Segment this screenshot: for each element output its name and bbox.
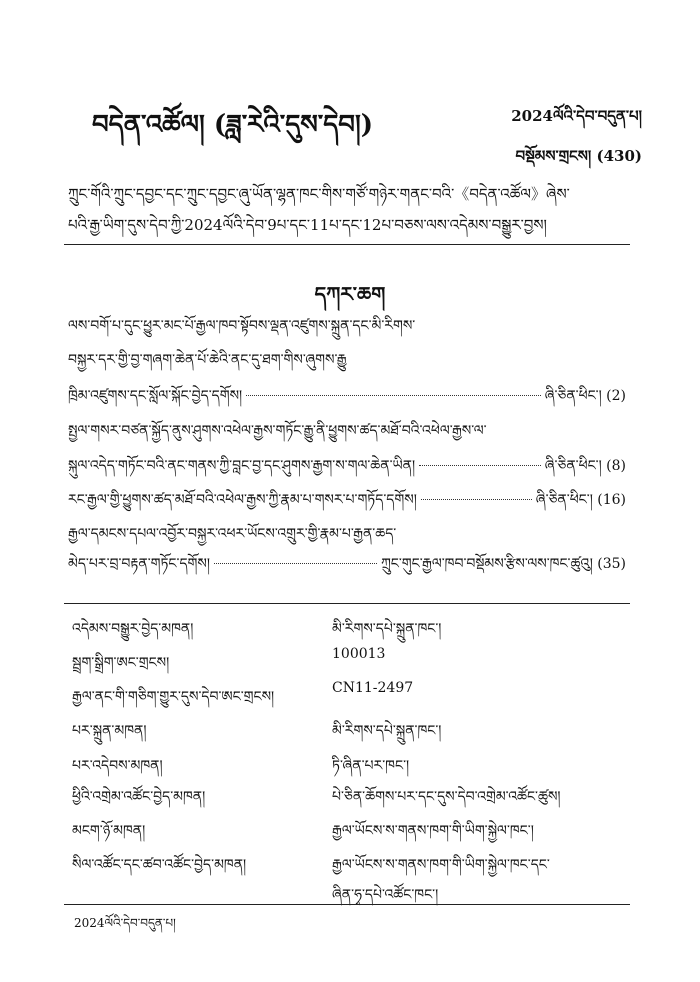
toc-item-2-line-2: སྐུལ་འདེད་གཏོང་བའི་ནང་གནས་ཀྱི་བླང་བྱ་དང་ཤུགས་རྒྱག་ས་གལ་ཆེན་ཡིན། xyxy=(68,458,416,474)
toc-leader-dots xyxy=(419,465,541,466)
toc-title: དཀར་ཆག xyxy=(314,282,386,306)
issue-count: བསྡོམས་གྲངས། (430) xyxy=(515,147,642,165)
info-label: འདེམས་བསྒྱུར་བྱེད་མཁན། xyxy=(72,621,194,637)
toc-item-1-line-1: ལས་བགོ་པ་དུང་ཕྱུར་མང་པོ་རྒྱལ་ཁབ་སྟོབས་ལྡན་འཛུགས་སྐྲུན་དང་མི་རིགས་ xyxy=(68,318,416,334)
intro-line-2: པའི་རྒྱ་ཡིག་དུས་དེབ་ཀྱི་2024ལོའི་དེབ་9པ་དང་11པ་དང་12པ་བཅས་ལས་འདེམས་བསྒྱུར་བྱས། xyxy=(68,216,547,234)
intro-line-1: ཀྲུང་གོའི་ཀྲུང་དབྱང་དང་ཀྲུང་དབྱང་ཞུ་ཡོན་ལྷན་ཁང་གིས་གཙོ་གཉེར་གནང་བའི་《བདེན་འཚོལ》ཞེས་ xyxy=(68,185,570,203)
toc-leader-dots xyxy=(421,499,532,500)
info-value: རྒྱལ་ཡོངས་ས་གནས་ཁག་གི་ཡིག་སྐྱེལ་ཁང་། xyxy=(332,823,534,839)
toc-item-1-line-3: ཁྲིམ་འཛུགས་དང་སློལ་སྐོང་བྱེད་དགོས། xyxy=(68,388,243,404)
info-label: སྦྲག་སྒྲིག་ཨང་གྲངས། xyxy=(72,655,170,671)
toc-leader-dots xyxy=(214,563,377,564)
info-label: སིལ་འཚོང་དང་ཚབ་འཚོང་བྱེད་མཁན། xyxy=(72,857,247,873)
divider xyxy=(64,603,630,604)
info-value: མི་རིགས་དཔེ་སྐྲུན་ཁང་། xyxy=(332,723,442,739)
toc-item-4-page: ཀྲུང་གུང་རྒྱལ་ཁབ་བསྡོམས་རྩིས་ལས་ཁང་ཚུའུ། (35) xyxy=(380,556,626,572)
info-value: པེ་ཅིན་ཆོགས་པར་དང་དུས་དེབ་འགྲེམ་འཚོང་ཚུས། xyxy=(332,789,561,805)
issue-label: 2024ལོའི་དེབ་བདུན་པ། xyxy=(511,107,642,125)
info-value-continued: ཞིན་ཧྭ་དཔེ་འཚོང་ཁང་། xyxy=(332,887,439,903)
info-label: མངག་ཉོ་མཁན། xyxy=(72,823,146,839)
info-label: པར་འདེབས་མཁན། xyxy=(72,758,163,774)
divider xyxy=(64,904,630,905)
toc-item-1-entry[interactable] xyxy=(68,379,626,419)
toc-item-3-page: ཞི་ཅིན་ཕིང་། (16) xyxy=(535,492,626,508)
toc-item-2-page: ཞི་ཅིན་ཕིང་། (8) xyxy=(544,458,626,474)
info-label: ཕྱིའི་འགྲེམ་འཚོང་བྱེད་མཁན། xyxy=(72,789,206,805)
toc-item-1-page: ཞི་ཅིན་ཕིང་། (2) xyxy=(544,388,626,404)
toc-item-1-line-2: བསྐྱར་དར་གྱི་བྱ་གཞག་ཆེན་པོ་ཆེའི་ནང་དུ་ཐག་གིས་ཞུགས་རྒྱུ xyxy=(68,352,347,368)
info-value: 100013 xyxy=(332,646,386,662)
toc-item-3-line-1: རང་རྒྱལ་གྱི་ཕྱུགས་ཚད་མཐོ་བའི་འཕེལ་རྒྱས་ཀྱི་རྣམ་པ་གསར་པ་གཏོད་དགོས། xyxy=(68,492,417,508)
journal-title: བདེན་འཚོལ། (ཟླ་རེའི་དུས་དེབ།) xyxy=(92,110,374,140)
toc-item-2-line-1: སྤྱལ་གསར་བཙན་སྐྱོད་ནུས་ཤུགས་འཕེལ་རྒྱས་གཏོང་རྒྱུ་ནི་ཕྱུགས་ཚད་མཐོ་བའི་འཕེལ་རྒྱས་ལ་ xyxy=(68,423,487,439)
divider xyxy=(64,244,630,245)
info-label: རྒྱལ་ནང་གི་གཅིག་གྱུར་དུས་དེབ་ཨང་གྲངས། xyxy=(72,689,275,705)
info-value: ཏི་ཞིན་པར་ཁང་། xyxy=(332,758,410,774)
toc-item-4-line-1: རྒྱལ་དམངས་དཔལ་འབྱོར་བསྐྱར་འཕར་ཡོངས་འགྲུར་གྱི་རྣམ་པ་རྒྱན་ཆད་ xyxy=(68,526,397,542)
toc-leader-dots xyxy=(246,395,541,396)
info-value: CN11-2497 xyxy=(332,680,414,696)
toc-item-4-entry[interactable] xyxy=(68,547,626,587)
footer-issue-label: 2024ལོའི་དེབ་བདུན་པ། xyxy=(74,916,176,930)
toc-item-4-line-2: མེད་པར་བྲ་བརྟན་གཏོང་དགོས། xyxy=(68,556,210,572)
info-value: མི་རིགས་དཔེ་སྐྲུན་ཁང་། xyxy=(332,621,442,637)
info-value: རྒྱལ་ཡོངས་ས་གནས་ཁག་གི་ཡིག་སྐྱེལ་ཁང་དང་ xyxy=(332,857,550,873)
info-label: པར་སྐྲུན་མཁན། xyxy=(72,723,147,739)
